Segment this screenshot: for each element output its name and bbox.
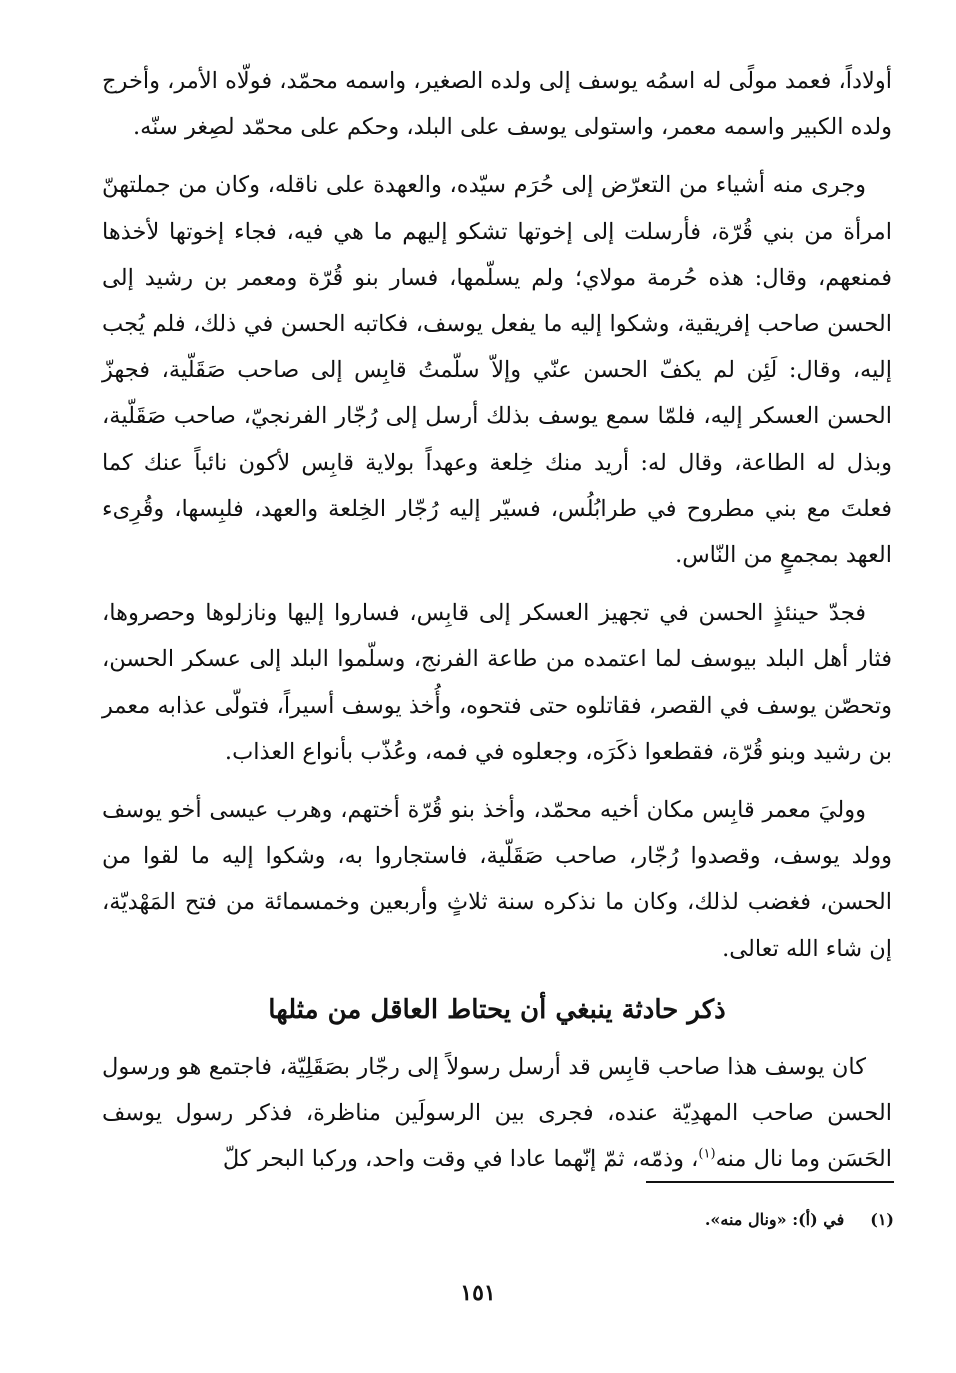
- paragraph-4: [102, 787, 892, 972]
- paragraph-3: [102, 590, 892, 775]
- section-heading: ذكر حادثة ينبغي أن يحتاط العاقل من مثلها: [268, 994, 726, 1025]
- paragraph-2-text: وجرى منه أشياء من التعرّض إلى حُرَم سيّده، والعهدة على ناقله، وكان من جملتهنّ امرأة من بني قُرّة، فأرسلت إلى إخوتها تشكو إليهم ما هي فيه، فجاء إخوتها لأخذها فمنعهم، وقال: هذه حُرمة مولاي؛ ولم يسلّمها، فسار بنو قُرّة ومعمر بن رشيد إلى الحسن صاحب إفريقية، وشكوا إليه ما يفعل يوسف، فكاتبه الحسن في ذلك، فلم يُجب إليه، وقال: لَئِن لم يكفّ الحسن عنّي وإلاّ سلّمتُ قابِس إلى صاحب صَقَلّية، فجهزّ الحسن العسكر إليه، فلمّا سمع يوسف بذلك أرسل إلى رُجّار الفرنجيّ، صاحب صَقَلّية، وبذل له الطاعة، وقال له: أريد منك خِلعة وعهداً بولاية قابِس لأكون نائباً عنك كما فعلتَ مع بني مطروح في طرابُلُس، فسيّر إليه رُجّار الخِلعة والعهد، فلبِسها، وقُرِىء العهد بمجمعٍ من النّاس.: [102, 172, 892, 569]
- footnote-text: في (أ): «ونال منه».: [704, 1210, 845, 1229]
- page-number: ١٥١: [460, 1280, 496, 1306]
- footnote-divider: [646, 1181, 894, 1183]
- section-paragraph: [102, 1044, 892, 1183]
- section-paragraph-text-after: ، وذمّه، ثمّ إنّهما عادا في وقت واحد، وركبا البحر كلّ: [222, 1146, 699, 1173]
- footnote: [104, 1207, 894, 1233]
- page-body: [102, 58, 892, 1182]
- footnote-reference: (١): [698, 1146, 716, 1162]
- paragraph-3-text: فجدّ حينئذٍ الحسن في تجهيز العسكر إلى قابِس، فساروا إليها ونازلوها وحصروها، فثار أهل البلد بيوسف لما اعتمده من طاعة الفرنج، وسلّموا البلد إلى عسكر الحسن، وتحصّن يوسف في القصر، فقاتلوه حتى فتحوه، وأُخذ يوسف أسيراً، فتولّى عذابه معمر بن رشيد وبنو قُرّة، فقطعوا ذكَرَه، وجعلوه في فمه، وعُذّب بأنواع العذاب.: [102, 600, 892, 765]
- paragraph-2: [102, 162, 892, 578]
- section-paragraph-text-before: كان يوسف هذا صاحب قابِس قد أرسل رسولاً إلى رجّار بصَقَلِيّة، فاجتمع هو ورسول الحسن صاحب المهدِيّة عنده، فجرى بين الرسولَين مناظرة، فذكر رسول يوسف الحَسَن وما نال منه: [102, 1053, 892, 1173]
- paragraph-4-text: ووليَ معمر قابِس مكان أخيه محمّد، وأخذ بنو قُرّة أختهم، وهرب عيسى أخو يوسف وولد يوسف، وقصدوا رُجّار، صاحب صَقَلّية، فاستجاروا به، وشكوا إليه ما لقوا من الحسن، فغضب لذلك، وكان ما نذكره سنة ثلاثٍ وأربعين وخمسمائة من فتح المَهْديّة، إن شاء الله تعالى.: [102, 797, 892, 962]
- paragraph-1: أولاداً، فعمد مولًى له اسمُه يوسف إلى ولده الصغير، واسمه محمّد، فولّاه الأمر، وأخرج ولده الكبير واسمه معمر، واستولى يوسف على البلد، وحكم على محمّد لصِغر سنّه.: [102, 68, 892, 141]
- footnote-number: (١): [870, 1210, 894, 1229]
